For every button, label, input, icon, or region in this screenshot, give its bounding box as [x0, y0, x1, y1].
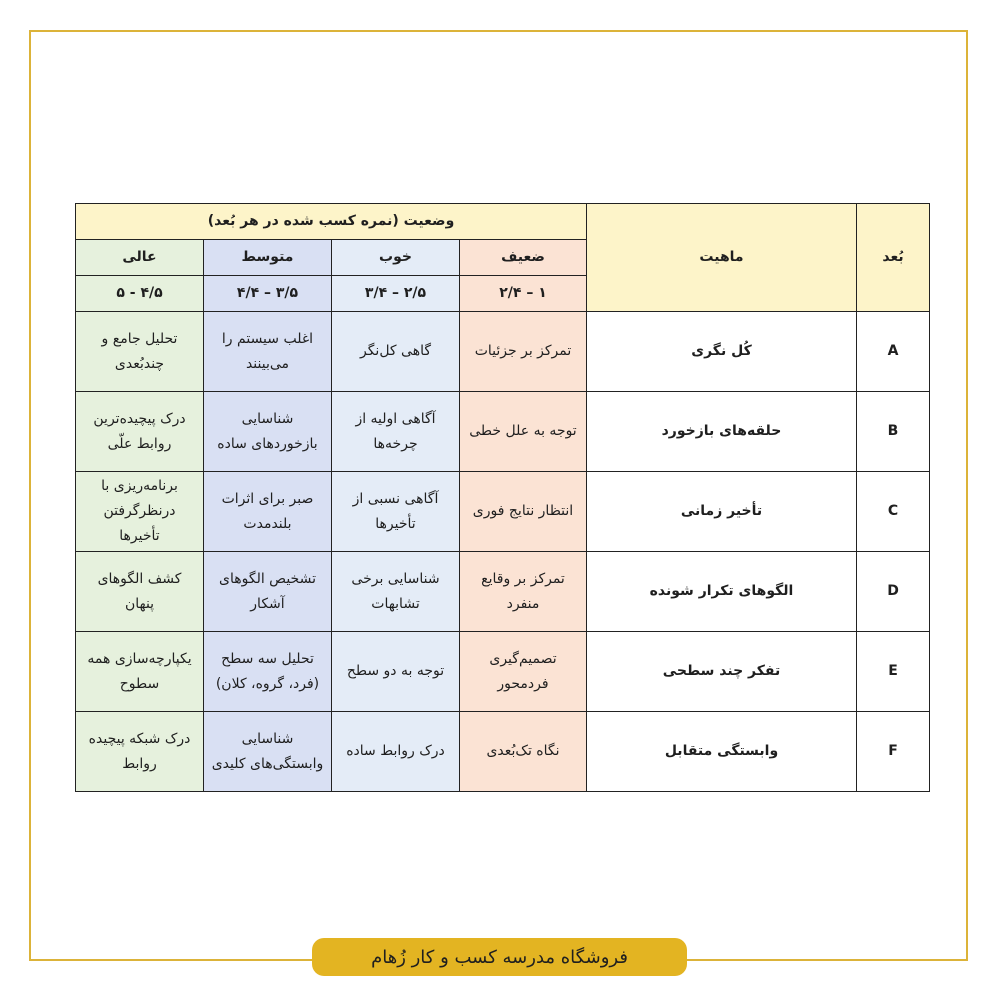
- good-cell: گاهی کل‌نگر: [332, 312, 460, 392]
- dimension-cell: B: [857, 392, 930, 472]
- level-name-medium: متوسط: [204, 240, 332, 276]
- level-name-good: خوب: [332, 240, 460, 276]
- medium-cell: تشخیص الگوهای آشکار: [204, 552, 332, 632]
- good-cell: توجه به دو سطح: [332, 632, 460, 712]
- footer-text: فروشگاه مدرسه کسب و کار زُهام: [371, 946, 628, 968]
- excellent-cell: درک شبکه پیچیده روابط: [76, 712, 204, 792]
- weak-cell: تصمیم‌گیری فردمحور: [460, 632, 587, 712]
- dimension-cell: F: [857, 712, 930, 792]
- medium-cell: شناسایی بازخوردهای ساده: [204, 392, 332, 472]
- medium-cell: صبر برای اثرات بلندمدت: [204, 472, 332, 552]
- nature-cell: کُل نگری: [587, 312, 857, 392]
- table-row: [76, 472, 930, 552]
- level-range-weak: ۱ – ۲/۴: [460, 276, 587, 312]
- table-row: [76, 632, 930, 712]
- weak-cell: انتظار نتایج فوری: [460, 472, 587, 552]
- excellent-cell: درک پیچیده‌ترین روابط علّی: [76, 392, 204, 472]
- excellent-cell: برنامه‌ریزی با درنظرگرفتن تأخیرها: [76, 472, 204, 552]
- nature-cell: تأخیر زمانی: [587, 472, 857, 552]
- table-row: [76, 312, 930, 392]
- nature-cell: الگوهای تکرار شونده: [587, 552, 857, 632]
- level-name-weak: ضعیف: [460, 240, 587, 276]
- header-nature: ماهیت: [587, 204, 857, 312]
- level-name-excellent: عالی: [76, 240, 204, 276]
- medium-cell: اغلب سیستم را می‌بینند: [204, 312, 332, 392]
- level-range-excellent: ۴/۵ - ۵: [76, 276, 204, 312]
- nature-cell: وابستگی متقابل: [587, 712, 857, 792]
- weak-cell: تمرکز بر جزئیات: [460, 312, 587, 392]
- good-cell: آگاهی نسبی از تأخیرها: [332, 472, 460, 552]
- nature-cell: تفکر چند سطحی: [587, 632, 857, 712]
- excellent-cell: تحلیل جامع و چندبُعدی: [76, 312, 204, 392]
- table-row: [76, 712, 930, 792]
- dimension-cell: A: [857, 312, 930, 392]
- header-status: وضعیت (نمره کسب شده در هر بُعد): [76, 204, 587, 240]
- excellent-cell: یکپارچه‌سازی همه سطوح: [76, 632, 204, 712]
- weak-cell: نگاه تک‌بُعدی: [460, 712, 587, 792]
- good-cell: شناسایی برخی تشابهات: [332, 552, 460, 632]
- dimension-cell: E: [857, 632, 930, 712]
- dimension-cell: C: [857, 472, 930, 552]
- dimension-cell: D: [857, 552, 930, 632]
- excellent-cell: کشف الگوهای پنهان: [76, 552, 204, 632]
- weak-cell: توجه به علل خطی: [460, 392, 587, 472]
- systems-thinking-matrix: [75, 203, 930, 792]
- level-range-medium: ۳/۵ – ۴/۴: [204, 276, 332, 312]
- weak-cell: تمرکز بر وقایع منفرد: [460, 552, 587, 632]
- footer-banner: [312, 938, 687, 976]
- medium-cell: تحلیل سه سطح (فرد، گروه، کلان): [204, 632, 332, 712]
- good-cell: آگاهی اولیه از چرخه‌ها: [332, 392, 460, 472]
- table-row: [76, 392, 930, 472]
- good-cell: درک روابط ساده: [332, 712, 460, 792]
- header-dimension: بُعد: [857, 204, 930, 312]
- medium-cell: شناسایی وابستگی‌های کلیدی: [204, 712, 332, 792]
- nature-cell: حلقه‌های بازخورد: [587, 392, 857, 472]
- level-range-good: ۲/۵ – ۳/۴: [332, 276, 460, 312]
- table-row: [76, 552, 930, 632]
